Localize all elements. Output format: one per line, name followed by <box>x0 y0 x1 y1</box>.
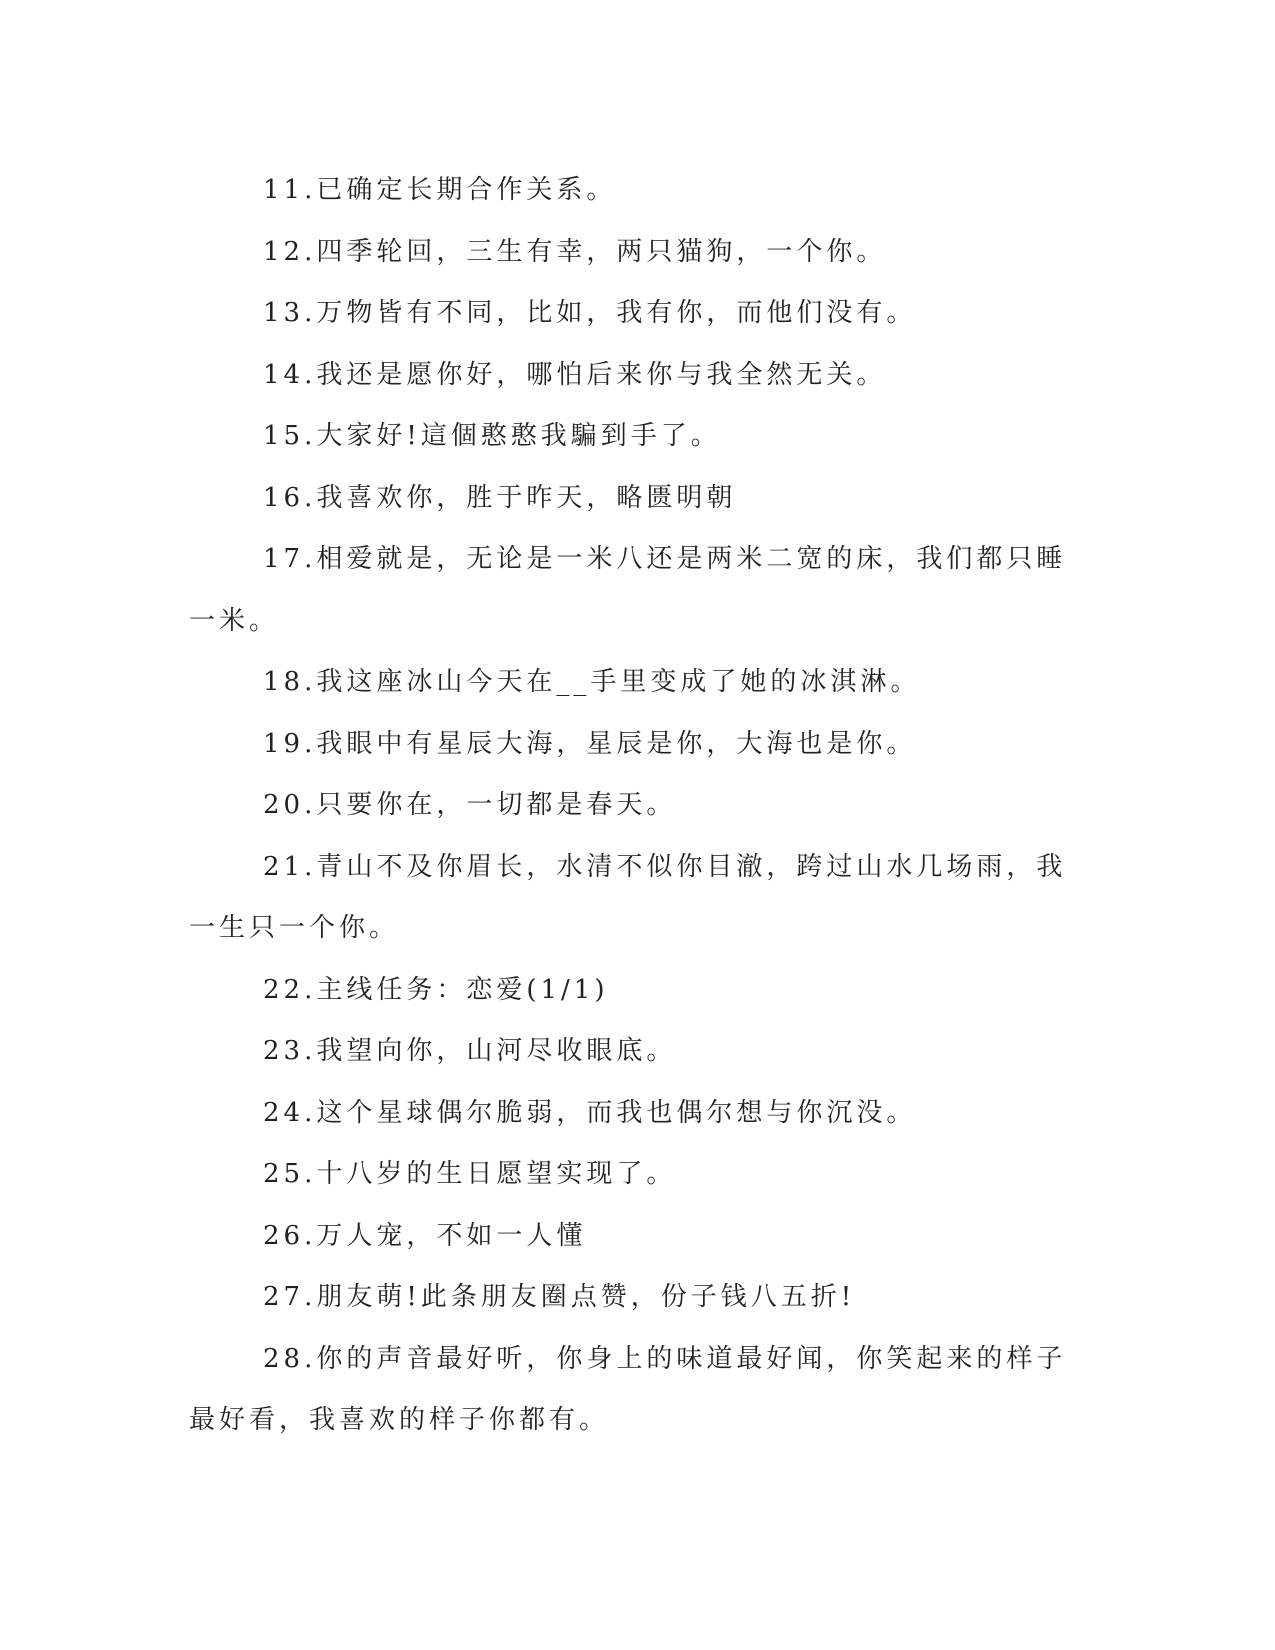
paragraph-27: 27.朋友萌!此条朋友圈点赞，份子钱八五折! <box>263 1282 856 1312</box>
paragraph-24: 24.这个星球偶尔脆弱，而我也偶尔想与你沉没。 <box>263 1097 917 1128</box>
paragraph-16: 16.我喜欢你，胜于昨天，略匮明朝 <box>263 482 737 513</box>
document-body <box>189 160 1089 1452</box>
paragraph-15: 15.大家好!這個憨憨我騙到手了。 <box>263 421 721 451</box>
paragraph-18: 18.我这座冰山今天在__手里变成了她的冰淇淋。 <box>263 667 921 697</box>
paragraph-11: 11.已确定长期合作关系。 <box>263 175 617 205</box>
paragraph-23: 23.我望向你，山河尽收眼底。 <box>263 1036 677 1066</box>
paragraph-22: 22.主线任务：恋爱(1/1) <box>263 974 609 1005</box>
paragraph-21: 21.青山不及你眉长，水清不似你目澈，跨过山水几场雨，我一生只一个你。 <box>189 851 1067 943</box>
paragraph-20: 20.只要你在，一切都是春天。 <box>263 790 677 820</box>
paragraph-12: 12.四季轮回，三生有幸，两只猫狗，一个你。 <box>263 236 887 267</box>
paragraph-25: 25.十八岁的生日愿望实现了。 <box>263 1159 677 1189</box>
paragraph-14: 14.我还是愿你好，哪怕后来你与我全然无关。 <box>263 359 887 390</box>
paragraph-17: 17.相爱就是，无论是一米八还是两米二宽的床，我们都只睡一米。 <box>189 544 1067 636</box>
paragraph-19: 19.我眼中有星辰大海，星辰是你，大海也是你。 <box>263 728 917 759</box>
paragraph-28: 28.你的声音最好听，你身上的味道最好闻，你笑起来的样子最好看，我喜欢的样子你都有。 <box>189 1343 1067 1435</box>
paragraph-26: 26.万人宠，不如一人懂 <box>263 1220 587 1251</box>
paragraph-13: 13.万物皆有不同，比如，我有你，而他们没有。 <box>263 298 917 328</box>
